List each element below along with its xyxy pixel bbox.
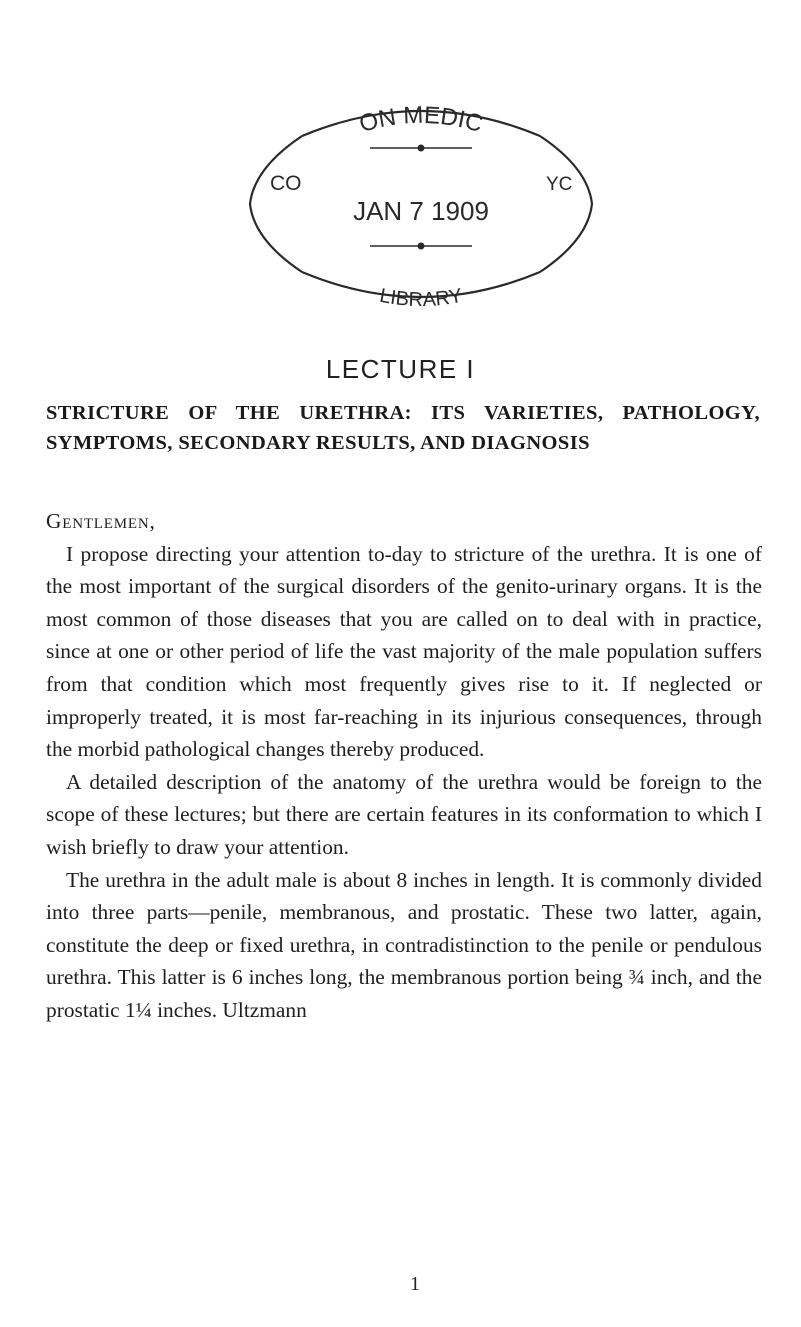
stamp-right-letters: YC: [546, 174, 573, 195]
lecture-title: LECTURE I: [325, 354, 476, 384]
stamp-bottom-text: LIBRARY: [377, 284, 465, 312]
page-number: 1: [410, 1273, 420, 1295]
stamp-left-letters: CO: [270, 172, 302, 195]
chapter-heading: STRICTURE OF THE URETHRA: ITS VARIETIES, PATHOLOGY, SYMPTOMS, SECONDARY RESULTS, AND DIAGNOSIS: [46, 402, 760, 454]
salutation: Gentlemen,: [46, 509, 156, 533]
stamp-top-text: ON MEDIC: [356, 101, 486, 138]
stamp-date: JAN 7 1909: [353, 196, 489, 226]
library-stamp-seal: [240, 92, 602, 314]
library-stamp: [240, 92, 602, 314]
paragraph-2: A detailed description of the anatomy of the urethra would be foreign to the scope of these lectures; but there are certain features in its conformation to which I wish briefly to draw your attention.: [46, 769, 762, 859]
body-text: [46, 505, 762, 1027]
paragraph-1: I propose directing your attention to-day to stricture of the urethra. It is one of the most important of the surgical disorders of the genito-urinary organs. It is the most common of those diseases that you are called on to deal with in practice, since at one or other period of life the vast majority of the male population suffers from that condition which most frequently gives rise to it. If neglected or improperly treated, it is most far-reaching in its injurious consequences, through the morbid pathological changes thereby produced.: [46, 541, 762, 762]
paragraph-3: The urethra in the adult male is about 8 inches in length. It is commonly divided into three parts—penile, membranous, and prostatic. These two latter, again, constitute the deep or fixed urethra, in contradistinction to the penile or pendulous urethra. This latter is 6 inches long, the membranous portion being ¾ inch, and the prostatic 1¼ inches. Ultzmann: [46, 867, 762, 1022]
